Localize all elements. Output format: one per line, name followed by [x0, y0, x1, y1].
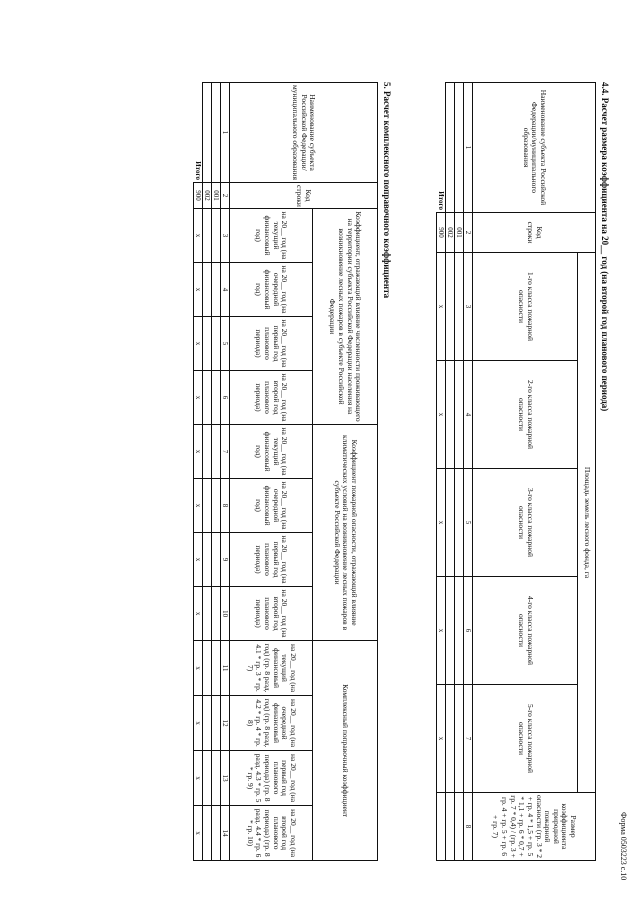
- table-4-4: [436, 82, 596, 861]
- col-num: 2: [220, 183, 229, 209]
- cell: [202, 587, 211, 641]
- total-code: 900: [193, 183, 202, 209]
- cell: [211, 209, 220, 263]
- hdr-col-5: на 20__ год (на первый год планового периода): [230, 317, 313, 371]
- hdr-group-population: Коэффициент, отражающий влияние численности проживающего на территории субъекта Российской Федерации населения на возникновение лесных пожаров в субъекте Российской Федерации: [313, 209, 378, 425]
- col-num: 5: [220, 317, 229, 371]
- col-num: 7: [220, 425, 229, 479]
- section-5-title: 5. Расчет комплексного поправочного коэффициента: [382, 82, 392, 299]
- cell: [211, 479, 220, 533]
- cell: [454, 577, 463, 685]
- cell: [202, 371, 211, 425]
- hdr-col-3: на 20__ год (на текущий финансовый год): [230, 209, 313, 263]
- form-code: Форма 0503223 с.10: [619, 812, 628, 881]
- x-cell: x: [436, 469, 445, 577]
- cell: [202, 479, 211, 533]
- table-row: [454, 83, 463, 861]
- x-cell: x: [193, 587, 202, 641]
- hdr-area: Площадь земель лесного фонда, га: [577, 253, 595, 793]
- cell: [445, 577, 454, 685]
- col-num: 8: [220, 479, 229, 533]
- x-cell: x: [193, 806, 202, 861]
- x-cell: x: [193, 371, 202, 425]
- col-num: 5: [463, 469, 472, 577]
- cell: [202, 83, 211, 183]
- col-num: 9: [220, 533, 229, 587]
- cell: [202, 317, 211, 371]
- hdr-class-1: 1-го класса пожарной опасности: [473, 253, 578, 361]
- total-row: [193, 83, 202, 861]
- col-num: 6: [220, 371, 229, 425]
- hdr-group-complex: Комплексный поправочный коэффициент: [313, 641, 378, 861]
- table-row: [202, 83, 211, 861]
- total-code: 900: [436, 213, 445, 253]
- x-cell: x: [193, 751, 202, 806]
- cell: [454, 793, 463, 861]
- hdr-col-8: на 20__ год (на очередной финансовый год): [230, 479, 313, 533]
- hdr-class-4: 4-го класса пожарной опасности: [473, 577, 578, 685]
- hdr-class-3: 3-го класса пожарной опасности: [473, 469, 578, 577]
- cell: [211, 83, 220, 183]
- cell: [454, 253, 463, 361]
- row-code: 001: [454, 213, 463, 253]
- cell: [445, 469, 454, 577]
- hdr-col-7: на 20__ год (на текущий финансовый год): [230, 425, 313, 479]
- x-cell: x: [436, 361, 445, 469]
- total-label: Итого: [193, 161, 202, 180]
- cell: [211, 806, 220, 861]
- row-code: 002: [445, 213, 454, 253]
- hdr-col-11: на 20__ год (на текущий финансовый год) (гр. 8 разд. 4.1 * гр. 3 * гр. 7): [230, 641, 313, 696]
- x-cell: x: [193, 641, 202, 696]
- cell: [211, 696, 220, 751]
- x-cell: x: [193, 533, 202, 587]
- cell: [211, 751, 220, 806]
- col-num: 1: [220, 83, 229, 183]
- hdr-class-5: 5-го класса пожарной опасности: [473, 685, 578, 793]
- cell: [202, 425, 211, 479]
- col-num: 6: [463, 577, 472, 685]
- cell: [211, 263, 220, 317]
- cell: [211, 533, 220, 587]
- hdr-col-14: на 20__ год (на второй год планового периода) (гр. 8 разд. 4.4 * гр. 6 * гр. 10): [230, 806, 313, 861]
- cell: [454, 469, 463, 577]
- cell: [445, 253, 454, 361]
- hdr-col-4: на 20__ год (на очередной финансовый год): [230, 263, 313, 317]
- table-row: [211, 83, 220, 861]
- x-cell: x: [436, 577, 445, 685]
- x-cell: x: [193, 479, 202, 533]
- hdr-coef: Размер коэффициента природной пожарной опасности (гр. 3 * 2 + гр. 4 * 1,5 + гр. 5 * 1,1 + гр. 6 * 0,7 + гр. 7 * 0,4) / (гр. 3 + гр. 4 + гр. 5 + гр. 6 + гр. 7): [473, 793, 596, 861]
- cell: [211, 425, 220, 479]
- col-num: 8: [463, 793, 472, 861]
- x-cell: x: [193, 425, 202, 479]
- cell: [202, 806, 211, 861]
- hdr-col-10: на 20__ год (на второй год планового периода): [230, 587, 313, 641]
- cell: [202, 751, 211, 806]
- total-row: [436, 83, 445, 861]
- section-4-4-title: 4.4. Расчет размера коэффициента на 20__ год (на второй год планового периода): [600, 82, 610, 412]
- x-cell: x: [193, 263, 202, 317]
- cell: [211, 317, 220, 371]
- cell: [211, 587, 220, 641]
- col-num: 3: [220, 209, 229, 263]
- cell: [202, 641, 211, 696]
- hdr-col-13: на 20__ год (на первый год планового периода) (гр. 8 разд. 4.3 * гр. 5 * гр. 9): [230, 751, 313, 806]
- x-cell: x: [436, 253, 445, 361]
- cell: [202, 696, 211, 751]
- col-num: 2: [463, 213, 472, 253]
- hdr-col-9: на 20__ год (на первый год планового периода): [230, 533, 313, 587]
- cell: [202, 533, 211, 587]
- col-num: 4: [463, 361, 472, 469]
- cell: [211, 371, 220, 425]
- col-num: 10: [220, 587, 229, 641]
- hdr-group-climate: Коэффициент пожарной опасности, отражающий влияние климатических условий на возникновение лесных пожаров в субъекте Российской Федерации: [313, 425, 378, 641]
- x-cell: x: [193, 696, 202, 751]
- hdr-code: Код строки: [473, 213, 596, 253]
- cell: [202, 263, 211, 317]
- col-num: 4: [220, 263, 229, 317]
- cell: [436, 793, 445, 861]
- cell: [211, 641, 220, 696]
- col-num: 7: [463, 685, 472, 793]
- cell: [445, 793, 454, 861]
- col-num: 13: [220, 751, 229, 806]
- table-5: [193, 82, 378, 861]
- x-cell: x: [193, 209, 202, 263]
- col-num: 3: [463, 253, 472, 361]
- col-num: 14: [220, 806, 229, 861]
- x-cell: x: [193, 317, 202, 371]
- hdr-name: Наименование субъекта Российской Федерации/муниципального образования: [230, 83, 378, 183]
- hdr-col-6: на 20__ год (на второй год планового периода): [230, 371, 313, 425]
- hdr-class-2: 2-го класса пожарной опасности: [473, 361, 578, 469]
- hdr-name: Наименование субъекта Российской Федерации/муниципального образования: [473, 83, 596, 213]
- cell: [445, 83, 454, 213]
- hdr-code: Код строки: [230, 183, 378, 209]
- cell: [454, 685, 463, 793]
- x-cell: x: [436, 685, 445, 793]
- cell: [445, 361, 454, 469]
- table-row: [445, 83, 454, 861]
- cell: [445, 685, 454, 793]
- hdr-col-12: на 20__ год (на очередной финансовый год) (гр. 8 разд. 4.2 * гр. 4 * гр. 8): [230, 696, 313, 751]
- col-num: 11: [220, 641, 229, 696]
- cell: [454, 83, 463, 213]
- row-code: 001: [211, 183, 220, 209]
- total-label: Итого: [436, 191, 445, 210]
- cell: [454, 361, 463, 469]
- col-num: 12: [220, 696, 229, 751]
- cell: [202, 209, 211, 263]
- row-code: 002: [202, 183, 211, 209]
- col-num: 1: [463, 83, 472, 213]
